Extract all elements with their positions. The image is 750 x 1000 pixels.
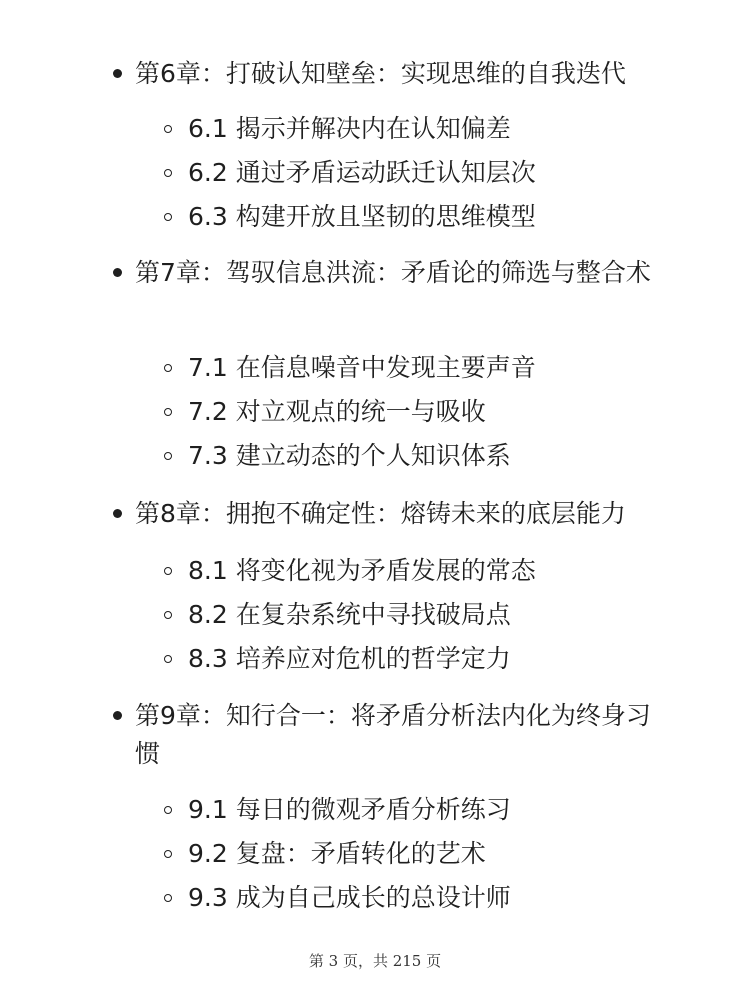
section-bullet (164, 364, 172, 372)
chapter-bullet (113, 69, 122, 78)
section-bullet (164, 894, 172, 902)
section-6-1: 6.1 揭示并解决内在认知偏差 (188, 114, 511, 143)
section-7-1: 7.1 在信息噪音中发现主要声音 (188, 353, 536, 382)
section-6-3: 6.3 构建开放且坚韧的思维模型 (188, 202, 536, 231)
chapter-8-title: 第8章：拥抱不确定性：熔铸未来的底层能力 (135, 499, 626, 528)
section-9-3: 9.3 成为自己成长的总设计师 (188, 883, 511, 912)
section-8-2: 8.2 在复杂系统中寻找破局点 (188, 600, 511, 629)
chapter-7-title: 第7章：驾驭信息洪流：矛盾论的筛选与整合术 (135, 258, 651, 287)
chapter-9-title: 第9章：知行合一：将矛盾分析法内化为终身习惯 (135, 701, 651, 768)
section-bullet (164, 169, 172, 177)
section-bullet (164, 213, 172, 221)
section-bullet (164, 452, 172, 460)
section-9-2: 9.2 复盘：矛盾转化的艺术 (188, 839, 486, 868)
section-bullet (164, 806, 172, 814)
section-bullet (164, 655, 172, 663)
section-8-1: 8.1 将变化视为矛盾发展的常态 (188, 556, 536, 585)
section-8-3: 8.3 培养应对危机的哲学定力 (188, 644, 511, 673)
chapter-bullet (113, 268, 122, 277)
section-7-2: 7.2 对立观点的统一与吸收 (188, 397, 486, 426)
section-7-3: 7.3 建立动态的个人知识体系 (188, 441, 511, 470)
section-bullet (164, 611, 172, 619)
page-number-footer: 第 3 页，共 215 页 (308, 952, 442, 970)
section-6-2: 6.2 通过矛盾运动跃迁认知层次 (188, 158, 536, 187)
section-bullet (164, 567, 172, 575)
chapter-6-title: 第6章：打破认知壁垒：实现思维的自我迭代 (135, 59, 626, 88)
section-bullet (164, 125, 172, 133)
chapter-bullet (113, 711, 122, 720)
section-bullet (164, 408, 172, 416)
section-9-1: 9.1 每日的微观矛盾分析练习 (188, 795, 511, 824)
section-bullet (164, 850, 172, 858)
chapter-bullet (113, 509, 122, 518)
